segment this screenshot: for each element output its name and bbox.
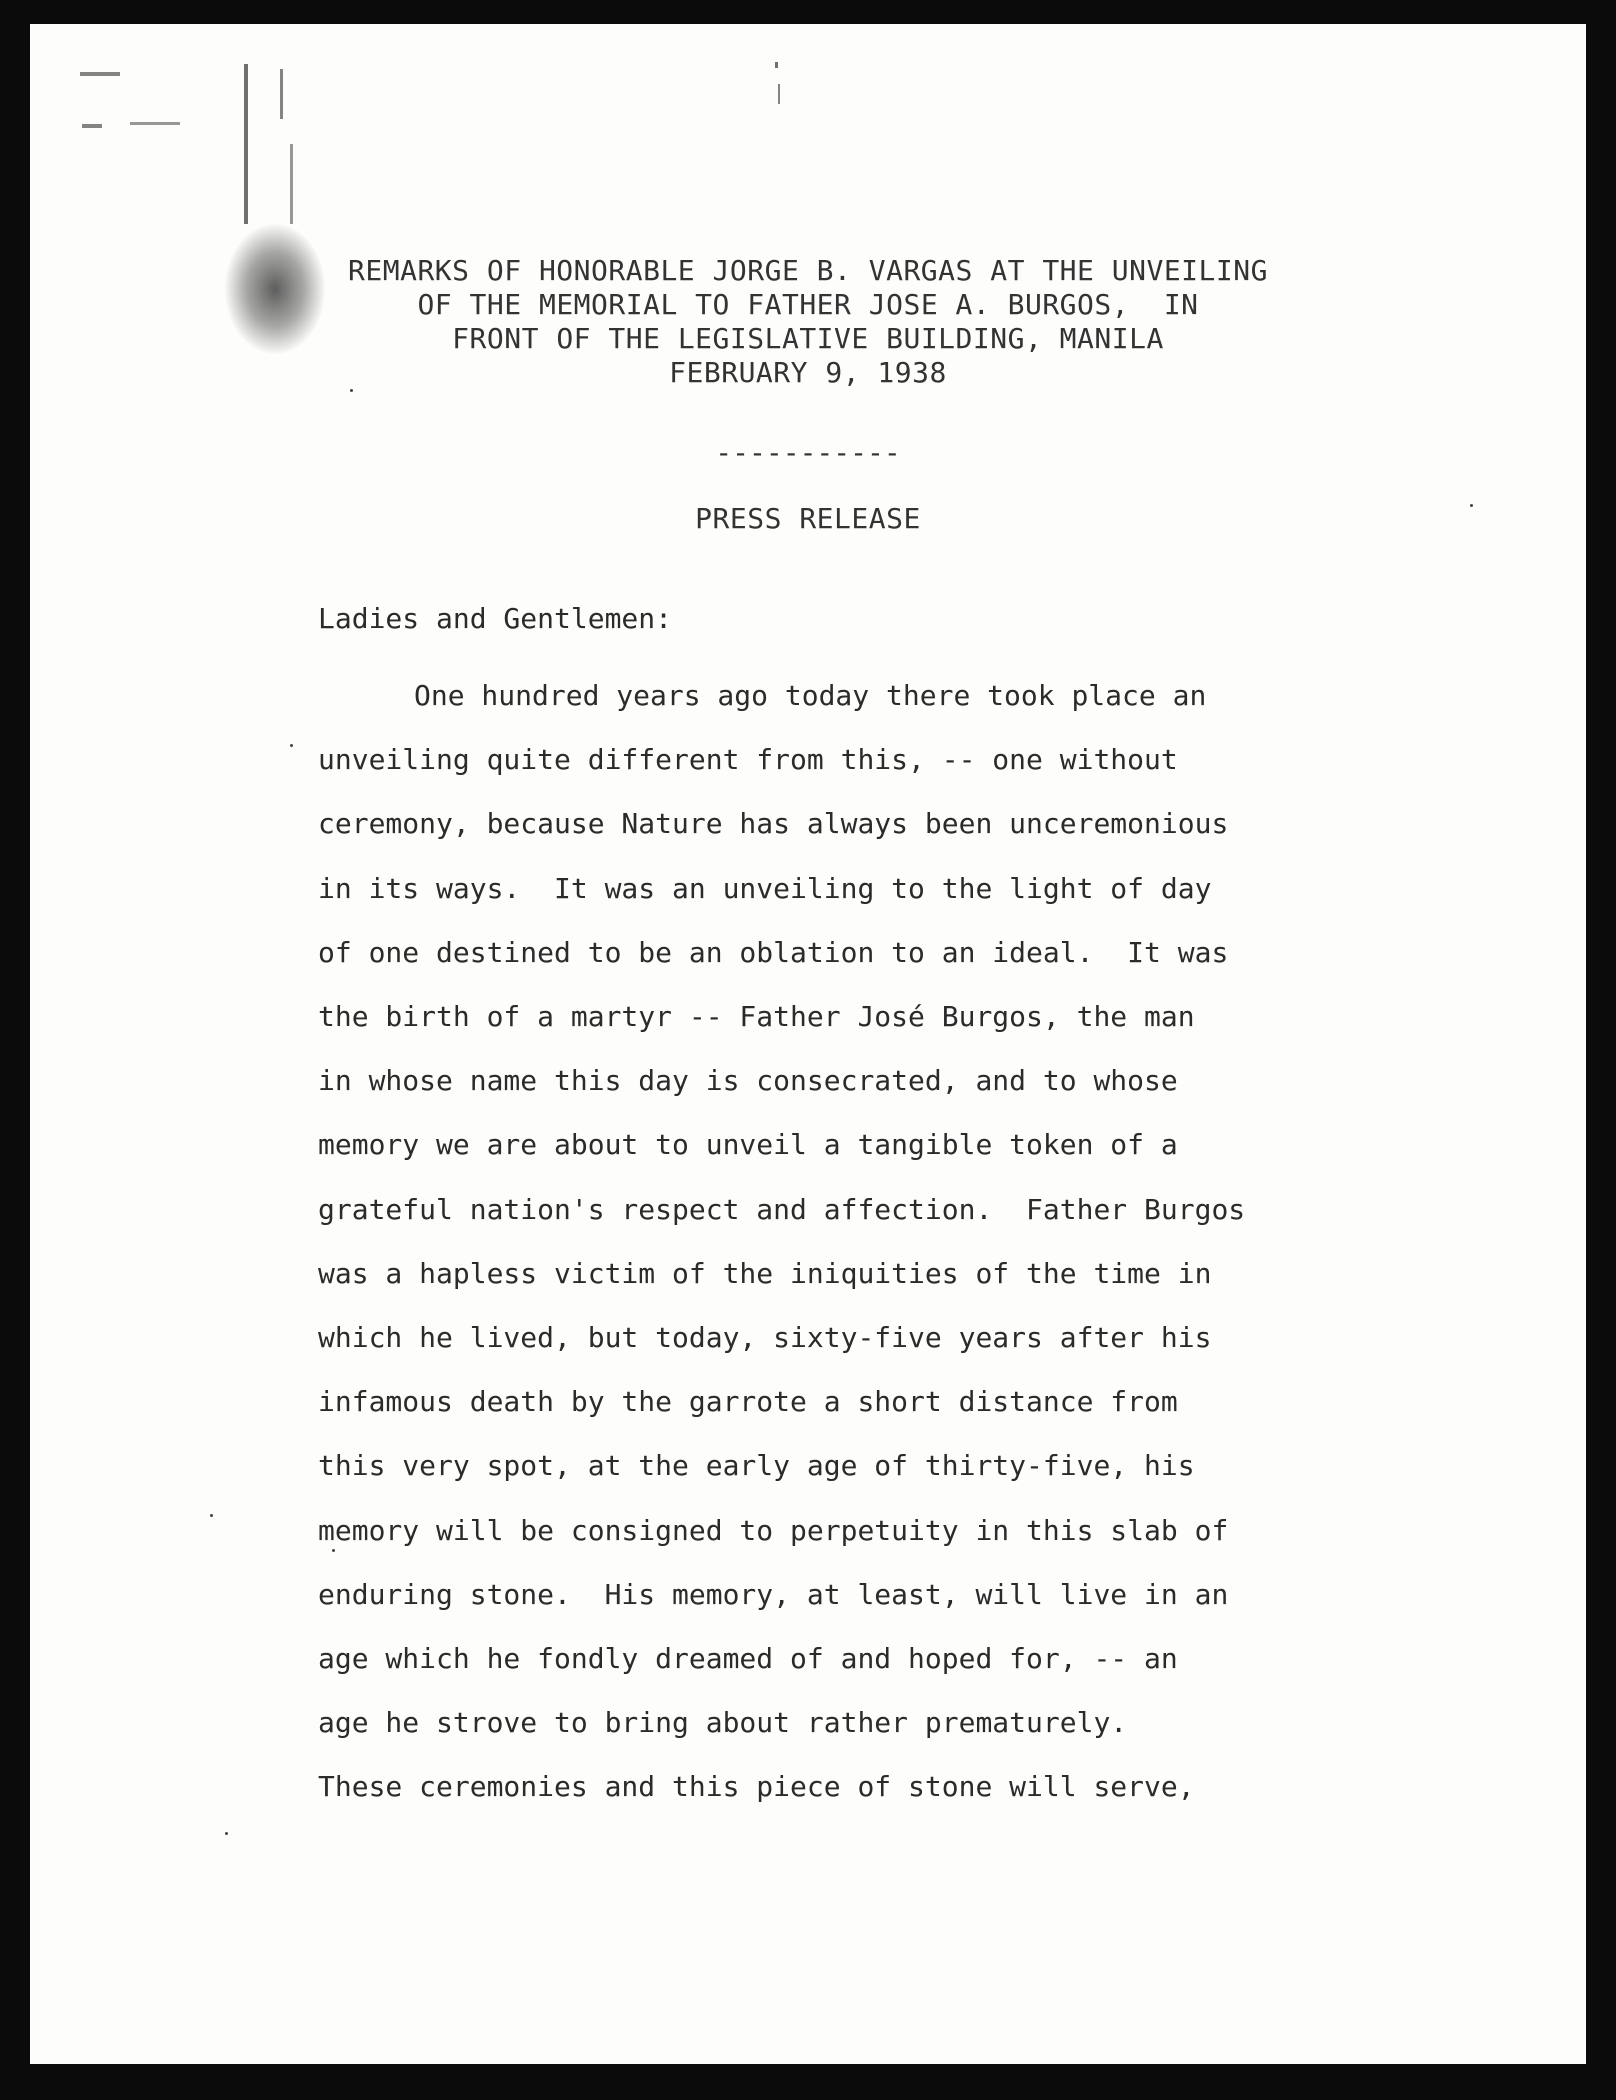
body-line: grateful nation's respect and affection. Father Burgos xyxy=(318,1192,1246,1226)
punch-mark xyxy=(130,122,180,125)
body-line: of one destined to be an oblation to an ideal. It was xyxy=(318,935,1229,969)
body-line: enduring stone. His memory, at least, will live in an xyxy=(318,1577,1229,1611)
header-line: OF THE MEMORIAL TO FATHER JOSE A. BURGOS, IN xyxy=(417,288,1199,321)
body-text xyxy=(318,664,1438,1820)
press-release-label: PRESS RELEASE xyxy=(695,502,921,535)
body-line: These ceremonies and this piece of stone will serve, xyxy=(318,1770,1195,1804)
body-line: infamous death by the garrote a short distance from xyxy=(318,1385,1178,1419)
punch-mark xyxy=(244,64,248,224)
separator-line: ----------- xyxy=(715,436,901,469)
body-line: in whose name this day is consecrated, and to whose xyxy=(318,1064,1178,1098)
salutation: Ladies and Gentlemen: xyxy=(318,602,673,635)
header-date: FEBRUARY 9, 1938 xyxy=(669,356,947,389)
document-header xyxy=(30,254,1586,390)
punch-mark xyxy=(280,69,283,119)
header-line: FRONT OF THE LEGISLATIVE BUILDING, MANILA xyxy=(452,322,1164,355)
body-line: in its ways. It was an unveiling to the light of day xyxy=(318,871,1212,905)
speck xyxy=(332,1549,335,1552)
punch-mark xyxy=(775,62,778,68)
body-line: ceremony, because Nature has always been unceremonious xyxy=(318,807,1229,841)
body-line: this very spot, at the early age of thirty-five, his xyxy=(318,1449,1195,1483)
body-line: One hundred years ago today there took place an xyxy=(414,679,1207,712)
punch-mark xyxy=(80,72,120,76)
speck xyxy=(290,744,293,747)
body-line: was a hapless victim of the iniquities of the time in xyxy=(318,1256,1212,1290)
body-line: the birth of a martyr -- Father José Burgos, the man xyxy=(318,1000,1195,1034)
body-line: age he strove to bring about rather prematurely. xyxy=(318,1706,1128,1740)
speck xyxy=(225,1832,228,1835)
speck xyxy=(1470,504,1473,507)
punch-mark xyxy=(290,144,293,224)
speck xyxy=(210,1514,213,1517)
body-line: memory we are about to unveil a tangible token of a xyxy=(318,1128,1178,1162)
body-line: memory will be consigned to perpetuity in this slab of xyxy=(318,1513,1229,1547)
speck xyxy=(350,389,353,392)
header-line: REMARKS OF HONORABLE JORGE B. VARGAS AT THE UNVEILING xyxy=(348,254,1268,287)
document-page xyxy=(30,24,1586,2064)
body-line: unveiling quite different from this, -- one without xyxy=(318,743,1178,777)
body-line: which he lived, but today, sixty-five years after his xyxy=(318,1321,1212,1355)
body-line: age which he fondly dreamed of and hoped for, -- an xyxy=(318,1642,1178,1676)
punch-mark xyxy=(778,84,780,104)
punch-mark xyxy=(82,124,102,128)
